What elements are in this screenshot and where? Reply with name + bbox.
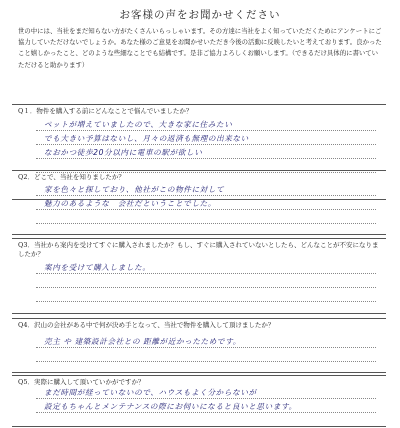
intro-text: 世の中には、当社をまだ知らない方がたくさんいらっしゃいます。その方達に当社をよく知っていただくためにアンケートにご協力していただけないでしょうか。あなた様のご意見をお聞かせいただき今後の活動に反映したいと考えております。良かったこと嬉しかったこと、どのような些細なことでも結構です。是非ご協力よろしくお願いします。（できるだけ具体的に書いていただけると助かります）	[18, 27, 382, 69]
page-title: お客様の声をお聞かせください	[119, 9, 281, 21]
answer-line	[36, 158, 376, 159]
handwritten-answer: ペットが増えていましたので、大きな家に住みたい	[44, 120, 233, 129]
handwritten-answer: 家を色々と探しており、他社がこの物件に対して	[44, 185, 225, 194]
question-label: Q3．当社から案内を受けてすぐに購入されましたか？もし、すぐに購入されていないとしたら、どんなことが不安になりましたか？	[18, 241, 379, 258]
answer-line	[36, 130, 376, 131]
handwritten-answer: 魅力のあるような 会社だということでした。	[44, 199, 217, 208]
question-label: Q4．沢山の会社がある中で何が決め手となって、当社で物件を購入して頂けましたか？	[18, 321, 275, 329]
handwritten-answer: まだ時間が経っていないので、ハウスもよく分からないが	[44, 388, 257, 397]
answer-line	[36, 398, 376, 399]
handwritten-answer: なおかつ徒歩20分以内に電車の駅が欲しい	[44, 148, 203, 157]
handwritten-answer: 設定もちゃんとメンテナンスの際にお伺いになると良いと思います。	[44, 402, 297, 411]
answer-line	[36, 301, 376, 302]
answer-line	[36, 209, 376, 210]
answer-line	[36, 144, 376, 145]
question-label: Q１．物件を購入する前にどんなことで悩んでいましたか？	[18, 107, 193, 115]
question-block-4	[12, 318, 386, 373]
answer-line	[36, 412, 376, 413]
answer-line	[36, 195, 376, 196]
answer-line	[36, 287, 376, 288]
answer-line	[36, 347, 376, 348]
handwritten-answer: 売主 や 建築設計会社との 距離が近かったためです。	[44, 337, 241, 346]
answer-line	[36, 223, 376, 224]
handwritten-answer: でも大きい予算はないし、月々の返済も無理の出来ない	[44, 134, 249, 143]
answer-line	[36, 361, 376, 362]
question-block-2	[12, 170, 386, 235]
handwritten-answer: 案内を受けて購入しました。	[44, 263, 151, 272]
question-block-5	[12, 375, 386, 427]
question-block-3	[12, 238, 386, 314]
question-label: Q5．実際に購入して頂いていかがですか？	[18, 378, 145, 386]
answer-line	[36, 273, 376, 274]
question-label: Q2．どこで、当社を知りましたか？	[18, 173, 125, 181]
